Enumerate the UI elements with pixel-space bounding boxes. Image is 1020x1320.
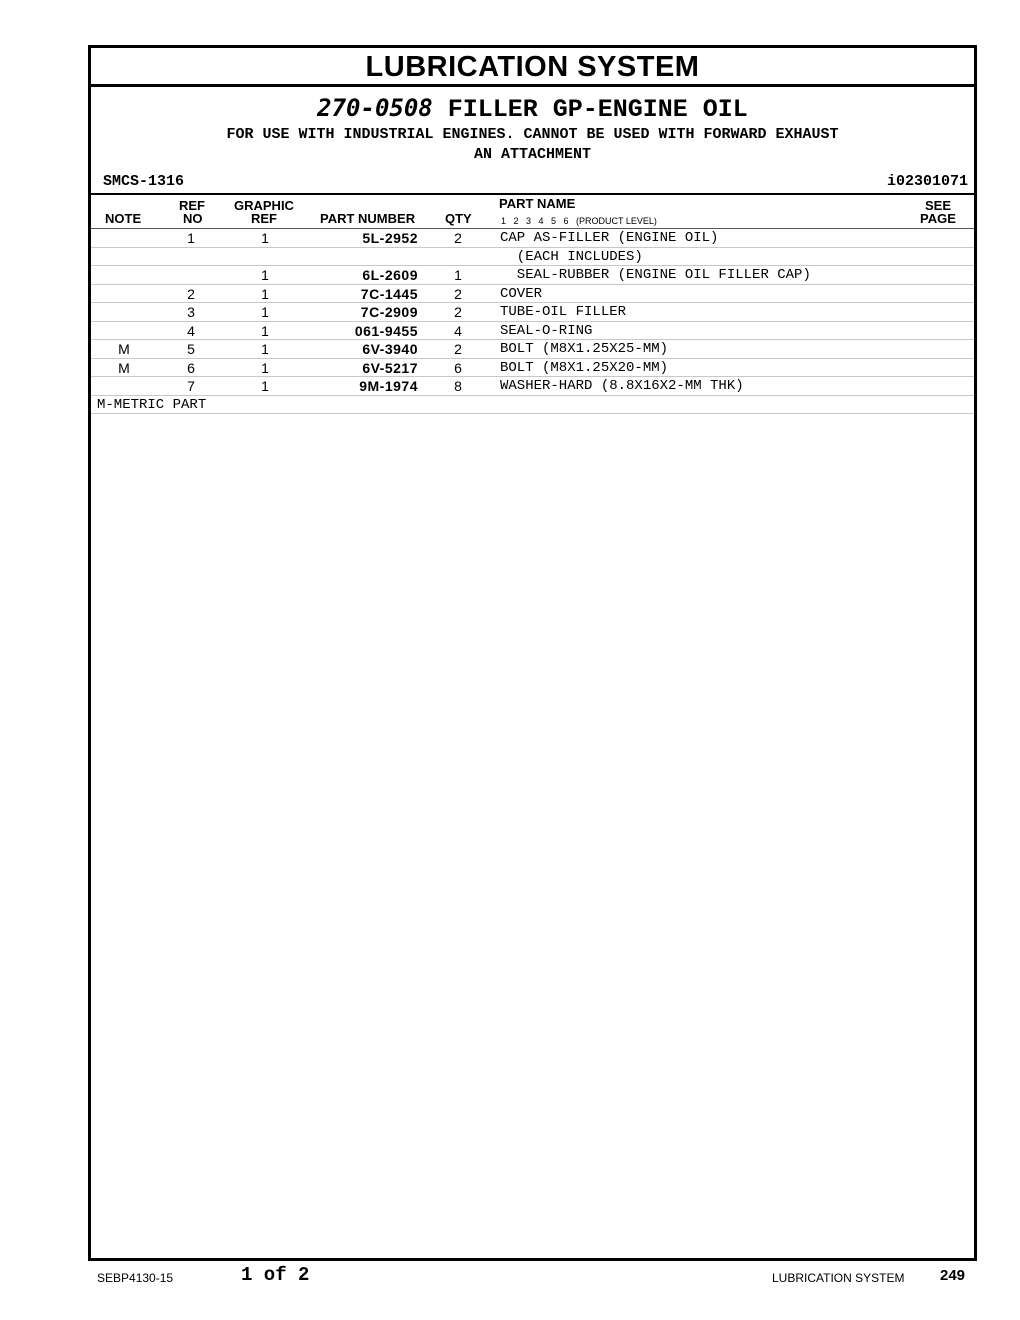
ref-no-cell: 3 (187, 304, 195, 320)
qty-cell: 2 (454, 230, 462, 246)
graphic-ref-cell: 1 (261, 341, 269, 357)
graphic-ref-cell: 1 (261, 304, 269, 320)
graphic-ref-cell: 1 (261, 267, 269, 283)
group-number: 270-0508 (317, 94, 433, 122)
qty-cell: 4 (454, 322, 462, 339)
part-name-cell: (EACH INCLUDES) (500, 248, 643, 265)
note-cell: M (118, 359, 130, 376)
col-qty: QTY (445, 211, 472, 226)
ref-no-cell: 6 (187, 359, 195, 376)
part-name-cell: BOLT (M8X1.25X25-MM) (500, 341, 669, 357)
part-number-cell: 061-9455 (354, 322, 418, 339)
graphic-ref-cell: 1 (261, 230, 269, 246)
part-name-cell: COVER (500, 285, 543, 302)
part-name-cell: CAP AS-FILLER (ENGINE OIL) (500, 230, 719, 246)
col-see-bottom: PAGE (920, 211, 956, 226)
section-title: LUBRICATION SYSTEM (91, 48, 974, 87)
footer-page-number: 249 (940, 1267, 966, 1284)
part-name-cell: SEAL-O-RING (500, 322, 593, 339)
table-row (91, 285, 974, 304)
qty-cell: 2 (454, 304, 462, 320)
group-name: FILLER GP-ENGINE OIL (447, 95, 748, 124)
qty-cell: 2 (454, 285, 462, 302)
part-number-cell: 6V-5217 (362, 359, 418, 376)
footnote-row (91, 396, 974, 415)
note-cell: M (118, 341, 130, 357)
parts-table-body (91, 229, 974, 396)
group-description-line-1: FOR USE WITH INDUSTRIAL ENGINES. CANNOT BE USED WITH FORWARD EXHAUST (226, 126, 839, 143)
col-part-name: PART NAME (499, 196, 576, 211)
ref-no-cell: 1 (187, 230, 195, 246)
table-row (91, 266, 974, 285)
graphic-ref-cell: 1 (261, 359, 269, 376)
table-row (91, 377, 974, 396)
qty-cell: 1 (454, 267, 462, 283)
table-row (91, 340, 974, 359)
col-note: NOTE (105, 211, 142, 226)
graphic-ref-cell: 1 (261, 322, 269, 339)
col-ref-top: REF (179, 198, 205, 213)
table-row (91, 303, 974, 322)
group-description-line-2: AN ATTACHMENT (473, 146, 592, 163)
col-graphic-top: GRAPHIC (234, 198, 294, 213)
part-number-cell: 5L-2952 (362, 230, 418, 246)
col-graphic-bottom: REF (251, 211, 277, 226)
graphic-ref-cell: 1 (261, 285, 269, 302)
col-ref-bottom: NO (183, 211, 203, 226)
part-number-cell: 7C-2909 (360, 304, 418, 320)
smcs-row (91, 171, 974, 193)
part-name-cell: SEAL-RUBBER (ENGINE OIL FILLER CAP) (500, 267, 811, 283)
part-number-cell: 6V-3940 (362, 341, 418, 357)
ref-no-cell: 2 (187, 285, 195, 302)
parts-page-frame (88, 45, 977, 1261)
footer-page-of: 1 of 2 (241, 1264, 310, 1286)
group-title (91, 93, 974, 125)
part-number-cell: 9M-1974 (359, 378, 418, 394)
qty-cell: 8 (454, 378, 462, 394)
footer-section: LUBRICATION SYSTEM (772, 1271, 905, 1285)
col-product-level: 1 2 3 4 5 6 (PRODUCT LEVEL) (501, 216, 657, 226)
table-row (91, 229, 974, 248)
footer-doc-number: SEBP4130-15 (97, 1271, 174, 1285)
ref-no-cell: 7 (187, 378, 195, 394)
table-row (91, 359, 974, 378)
footnote: M-METRIC PART (97, 396, 207, 413)
part-name-cell: BOLT (M8X1.25X20-MM) (500, 359, 669, 376)
table-row (91, 322, 974, 341)
ref-no-cell: 4 (187, 322, 195, 339)
document-ident: i02301071 (886, 173, 968, 190)
page-footer (0, 1263, 1020, 1293)
table-row (91, 248, 974, 267)
ref-no-cell: 5 (187, 341, 195, 357)
part-name-cell: WASHER-HARD (8.8X16X2-MM THK) (500, 378, 744, 394)
parts-table-header (91, 193, 974, 229)
graphic-ref-cell: 1 (261, 378, 269, 394)
part-number-cell: 7C-1445 (360, 285, 418, 302)
qty-cell: 2 (454, 341, 462, 357)
part-number-cell: 6L-2609 (362, 267, 418, 283)
qty-cell: 6 (454, 359, 462, 376)
part-name-cell: TUBE-OIL FILLER (500, 304, 627, 320)
col-part-number: PART NUMBER (320, 211, 416, 226)
col-see-top: SEE (925, 198, 952, 213)
smcs-code: SMCS-1316 (103, 173, 185, 190)
